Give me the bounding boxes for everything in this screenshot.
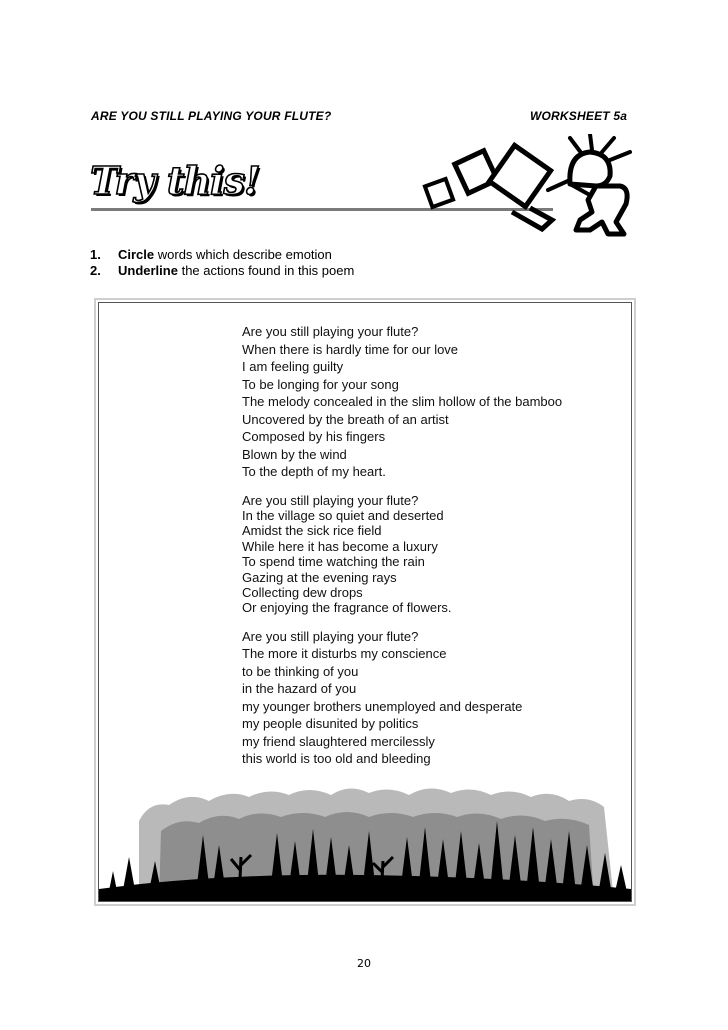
poem-stanza-3 <box>242 628 562 768</box>
flute-player-with-squares-icon <box>420 134 650 244</box>
poem-line: To the depth of my heart. <box>242 464 386 479</box>
instruction-text: the actions found in this poem <box>177 263 355 278</box>
poem-line: Blown by the wind <box>242 446 347 462</box>
poem-line: Amidst the sick rice field <box>242 523 382 539</box>
poem-line: I am feeling guilty <box>242 359 344 374</box>
instruction-item <box>90 263 354 279</box>
instruction-keyword: Circle <box>118 247 155 262</box>
poem-line: Are you still playing your flute? <box>242 628 419 644</box>
poem-line: To be longing for your song <box>242 376 399 392</box>
instruction-number: 1. <box>90 247 101 262</box>
poem-line: In the village so quiet and deserted <box>242 507 444 523</box>
instructions-list <box>90 247 354 279</box>
forest-silhouette-icon <box>99 761 631 901</box>
poem-line: Gazing at the evening rays <box>242 569 397 585</box>
page-number: 20 <box>357 957 371 970</box>
poem-line: Collecting dew drops <box>242 584 363 600</box>
poem-line: Or enjoying the fragrance of flowers. <box>242 600 452 616</box>
worksheet-title: ARE YOU STILL PLAYING YOUR FLUTE? <box>91 109 332 123</box>
poem-line: my friend slaughtered mercilessly <box>242 733 435 749</box>
poem <box>242 323 562 768</box>
poem-line: When there is hardly time for our love <box>242 341 459 357</box>
poem-frame <box>98 302 632 902</box>
instruction-text: words which describe emotion <box>154 247 332 262</box>
poem-stanza-1 <box>242 323 562 481</box>
instruction-item <box>90 247 354 263</box>
poem-stanza-2 <box>242 493 562 616</box>
poem-line: Are you still playing your flute? <box>242 492 419 508</box>
worksheet-number: WORKSHEET 5a <box>530 109 628 123</box>
poem-line: my younger brothers unemployed and desperate <box>242 698 523 714</box>
poem-line: this world is too old and bleeding <box>242 751 431 767</box>
poem-line: Are you still playing your flute? <box>242 324 419 339</box>
poem-line: Composed by his fingers <box>242 429 386 444</box>
poem-line: To spend time watching the rain <box>242 554 425 570</box>
poem-line: While here it has become a luxury <box>242 538 438 554</box>
instruction-number: 2. <box>90 263 101 278</box>
poem-line: to be thinking of you <box>242 663 359 679</box>
activity-title: Try this! <box>90 158 260 203</box>
poem-line: Uncovered by the breath of an artist <box>242 411 449 427</box>
poem-line: in the hazard of you <box>242 681 357 697</box>
poem-line: my people disunited by politics <box>242 716 419 732</box>
poem-line: The more it disturbs my conscience <box>242 646 447 662</box>
poem-line: The melody concealed in the slim hollow of the bamboo <box>242 394 563 409</box>
instruction-keyword: Underline <box>118 263 178 278</box>
